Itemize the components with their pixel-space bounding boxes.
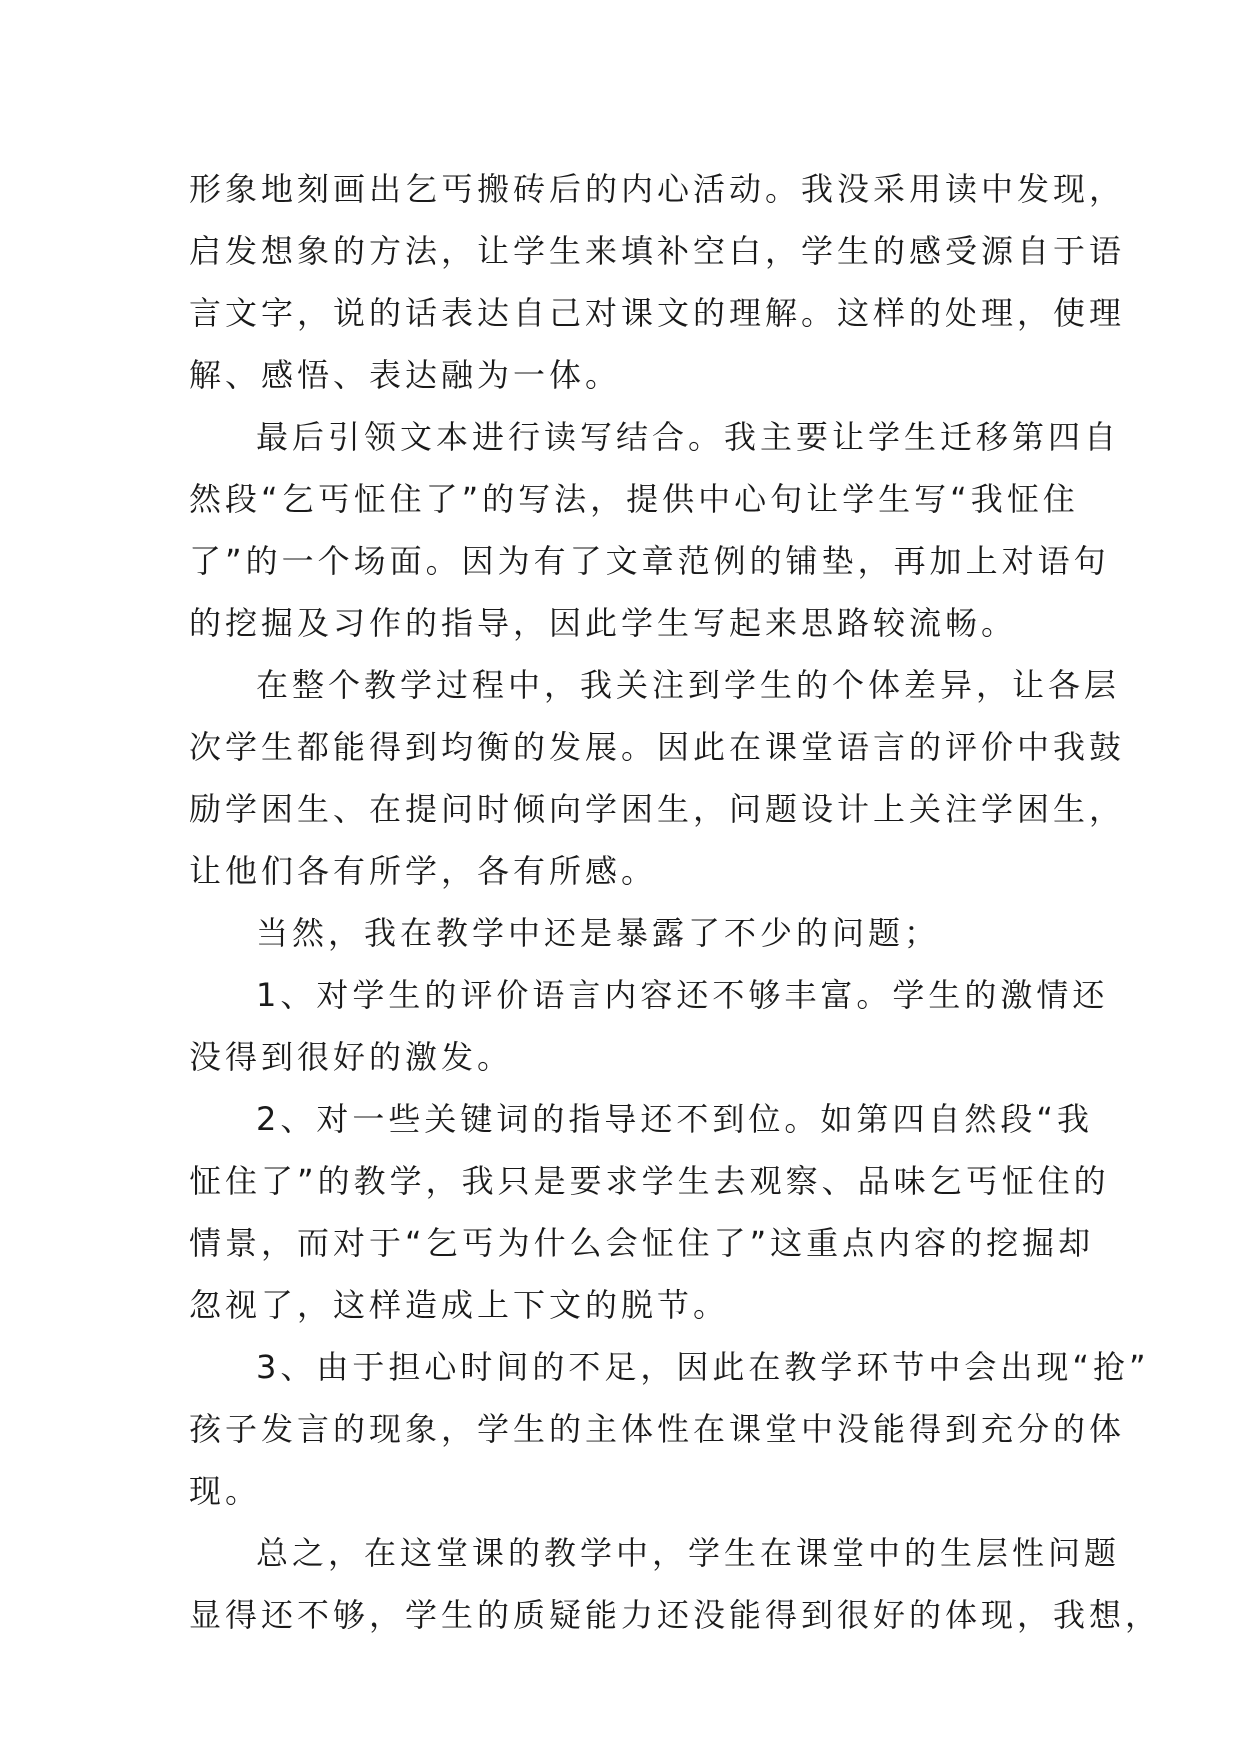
text-line: 励学困生、在提问时倾向学困生，问题设计上关注学困生， <box>189 790 1126 828</box>
text-line: 言文字，说的话表达自己对课文的理解。这样的处理，使理 <box>189 294 1126 332</box>
text-line: 情景，而对于“乞丐为什么会怔住了”这重点内容的挖掘却 <box>189 1224 1095 1262</box>
paragraph-first-line: 总之，在这堂课的教学中，学生在课堂中的生层性问题 <box>256 1534 1121 1572</box>
paragraph-first-line: 最后引领文本进行读写结合。我主要让学生迁移第四自 <box>256 418 1121 456</box>
text-line: 孩子发言的现象，学生的主体性在课堂中没能得到充分的体 <box>189 1410 1126 1448</box>
paragraph-first-line: 3、由于担心时间的不足，因此在教学环节中会出现“抢” <box>256 1348 1150 1386</box>
paragraph-first-line: 当然，我在教学中还是暴露了不少的问题； <box>256 914 941 952</box>
text-line: 解、感悟、表达融为一体。 <box>189 356 622 394</box>
text-line: 显得还不够，学生的质疑能力还没能得到很好的体现，我想， <box>189 1596 1162 1634</box>
text-line: 然段“乞丐怔住了”的写法，提供中心句让学生写“我怔住 <box>189 480 1079 518</box>
text-line: 现。 <box>189 1472 262 1510</box>
paragraph-first-line: 在整个教学过程中，我关注到学生的个体差异，让各层 <box>256 666 1121 704</box>
text-line: 的挖掘及习作的指导，因此学生写起来思路较流畅。 <box>189 604 1018 642</box>
text-line: 让他们各有所学，各有所感。 <box>189 852 658 890</box>
text-line: 怔住了”的教学，我只是要求学生去观察、品味乞丐怔住的 <box>189 1162 1110 1200</box>
paragraph-first-line: 2、对一些关键词的指导还不到位。如第四自然段“我 <box>256 1100 1093 1138</box>
text-line: 形象地刻画出乞丐搬砖后的内心活动。我没采用读中发现， <box>189 170 1126 208</box>
text-line: 次学生都能得到均衡的发展。因此在课堂语言的评价中我鼓 <box>189 728 1126 766</box>
body-text <box>189 158 1162 1646</box>
text-line: 启发想象的方法，让学生来填补空白，学生的感受源自于语 <box>189 232 1126 270</box>
paragraph-first-line: 1、对学生的评价语言内容还不够丰富。学生的激情还 <box>256 976 1109 1014</box>
text-line: 了”的一个场面。因为有了文章范例的铺垫，再加上对语句 <box>189 542 1110 580</box>
text-line: 没得到很好的激发。 <box>189 1038 514 1076</box>
text-line: 忽视了，这样造成上下文的脱节。 <box>189 1286 730 1324</box>
